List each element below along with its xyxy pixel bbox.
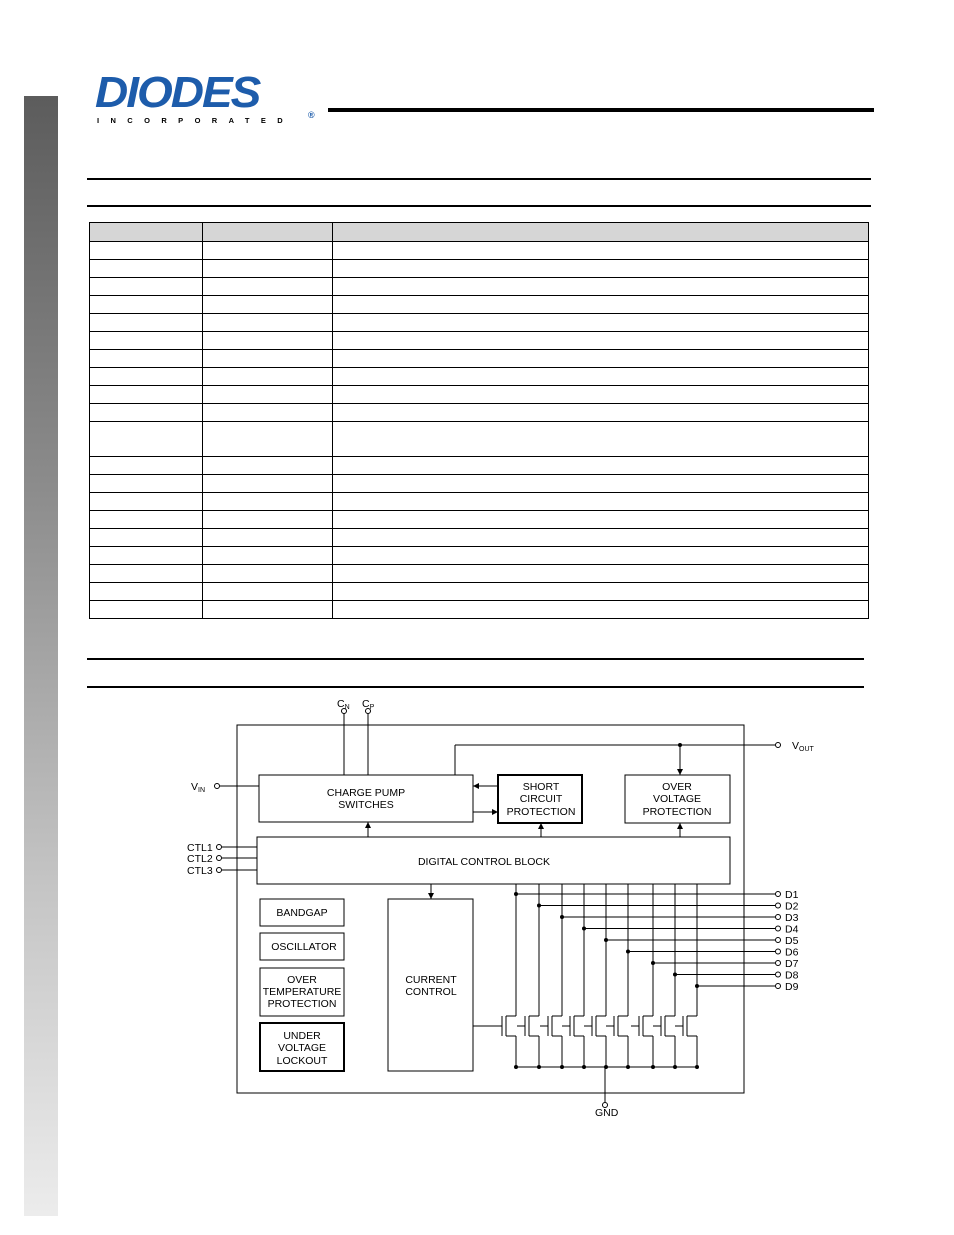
current-control-label-1: CURRENT [405, 974, 457, 986]
junction-dot [673, 973, 677, 977]
cp-label: CP [362, 698, 375, 711]
channel-d7 [631, 884, 775, 1067]
junction-dot [651, 961, 655, 965]
junction-dot [582, 927, 586, 931]
digital-control-label: DIGITAL CONTROL BLOCK [417, 856, 551, 868]
logo-wordmark: DIODES [95, 67, 260, 117]
ctl1-pin [217, 845, 222, 850]
d4-label: D4 [785, 923, 799, 936]
d9-label: D9 [785, 981, 799, 993]
charge-pump-label-1: CHARGE PUMP [326, 787, 406, 799]
ctl1-label: CTL1 [187, 842, 213, 854]
cn-label: CN [337, 698, 350, 711]
junction-dot [514, 892, 518, 896]
channel-d4 [562, 884, 775, 1067]
d3-pin [776, 915, 781, 920]
junction-dot [695, 1065, 699, 1069]
gnd-label: GND [595, 1107, 619, 1119]
oscillator-label: OSCILLATOR [271, 941, 337, 953]
charge-pump-label-2: SWITCHES [338, 799, 394, 811]
junction-dot [604, 938, 608, 942]
logo-subtitle: INCORPORATED [97, 116, 295, 125]
d2-pin [776, 903, 781, 908]
ctl2-label: CTL2 [187, 853, 213, 865]
junction-dot [560, 915, 564, 919]
uvlo-label-1: UNDER [283, 1030, 321, 1042]
junction-dot [604, 1065, 608, 1069]
led-driver-channels [494, 884, 799, 1069]
current-control-label-2: CONTROL [405, 986, 457, 998]
d6-pin [776, 949, 781, 954]
d2-label: D2 [785, 900, 799, 913]
junction-dot [582, 1065, 586, 1069]
d7-label: D7 [785, 958, 799, 970]
over-temp-label-1: OVER [287, 974, 317, 986]
channel-d2 [517, 884, 775, 1067]
junction-dot [626, 950, 630, 954]
over-voltage-label-2: VOLTAGE [652, 793, 702, 805]
over-temp-label-2: TEMPERATURE [262, 986, 342, 998]
short-circuit-label-2: CIRCUIT [519, 793, 563, 805]
channel-d5 [584, 884, 775, 1067]
d6-label: D6 [785, 946, 799, 959]
channel-d6 [606, 884, 775, 1067]
ctl3-pin [217, 868, 222, 873]
channel-d8 [653, 884, 775, 1067]
over-voltage-label-1: OVER [662, 781, 692, 793]
d5-label: D5 [785, 935, 799, 947]
uvlo-label-2: VOLTAGE [277, 1042, 327, 1054]
junction-dot [673, 1065, 677, 1069]
junction-dot [560, 1065, 564, 1069]
junction-dot [695, 984, 699, 988]
short-circuit-label-3: PROTECTION [506, 806, 576, 818]
d1-label: D1 [785, 889, 799, 901]
channel-d3 [540, 884, 775, 1067]
ctl3-label: CTL3 [187, 865, 213, 877]
d5-pin [776, 938, 781, 943]
short-circuit-label-1: SHORT [522, 781, 560, 793]
vin-pin [215, 784, 220, 789]
d7-pin [776, 961, 781, 966]
junction-dot [514, 1065, 518, 1069]
junction-dot [537, 904, 541, 908]
junction-dot [537, 1065, 541, 1069]
vout-pin [776, 743, 781, 748]
vout-label: VOUT [792, 740, 814, 753]
d9-pin [776, 984, 781, 989]
ctl2-pin [217, 856, 222, 861]
d1-pin [776, 892, 781, 897]
bandgap-label: BANDGAP [276, 907, 328, 919]
d4-pin [776, 926, 781, 931]
junction-dot [626, 1065, 630, 1069]
junction-dot [651, 1065, 655, 1069]
registered-mark: ® [308, 110, 315, 120]
d8-label: D8 [785, 969, 799, 982]
over-temp-label-3: PROTECTION [267, 998, 337, 1010]
uvlo-label-3: LOCKOUT [276, 1055, 328, 1067]
d3-label: D3 [785, 912, 799, 924]
channel-d1 [494, 884, 775, 1067]
over-voltage-label-3: PROTECTION [642, 806, 712, 818]
channel-d9 [675, 884, 775, 1067]
vin-label: VIN [191, 781, 206, 794]
d8-pin [776, 972, 781, 977]
